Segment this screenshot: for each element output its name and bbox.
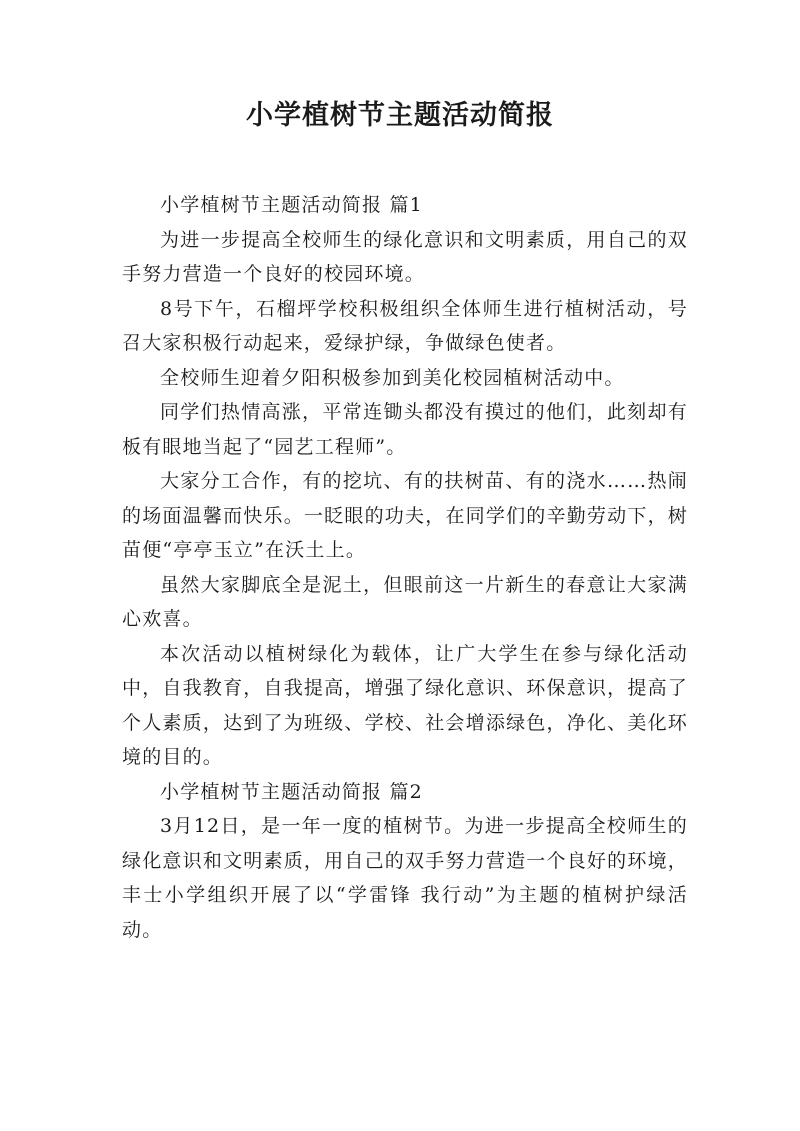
paragraph: 同学们热情高涨，平常连锄头都没有摸过的他们，此刻却有板有眼地当起了“园艺工程师”。 [122,401,688,458]
paragraph: 为进一步提高全校师生的绿化意识和文明素质，用自己的双手努力营造一个良好的校园环境。 [122,228,688,285]
paragraph: 3月12日，是一年一度的植树节。为进一步提高全校师生的绿化意识和文明素质，用自己的双手努力营造一个良好的环境，丰士小学组织开展了以“学雷锋 我行动”为主题的植树护绿活动。 [122,815,688,941]
paragraph: 8号下午，石榴坪学校积极组织全体师生进行植树活动，号召大家积极行动起来，爱绿护绿，争做绿色使者。 [122,297,688,354]
paragraph-section-heading-2: 小学植树节主题活动简报 篇2 [160,780,423,803]
document-body [122,188,688,947]
paragraph-section-heading-1: 小学植树节主题活动简报 篇1 [160,194,423,216]
paragraph: 虽然大家脚底全是泥土，但眼前这一片新生的春意让大家满心欢喜。 [122,573,688,630]
paragraph: 全校师生迎着夕阳积极参加到美化校园植树活动中。 [160,366,625,389]
document-title: 小学植树节主题活动简报 [246,100,554,131]
paragraph: 大家分工合作，有的挖坑、有的扶树苗、有的浇水……热闹的场面温馨而快乐。一眨眼的功夫，在同学们的辛勤劳动下，树苗便“亭亭玉立”在沃土上。 [122,470,688,561]
paragraph: 本次活动以植树绿化为载体，让广大学生在参与绿化活动中，自我教育，自我提高，增强了绿化意识、环保意识，提高了个人素质，达到了为班级、学校、社会增添绿色，净化、美化环境的目的。 [122,642,688,768]
